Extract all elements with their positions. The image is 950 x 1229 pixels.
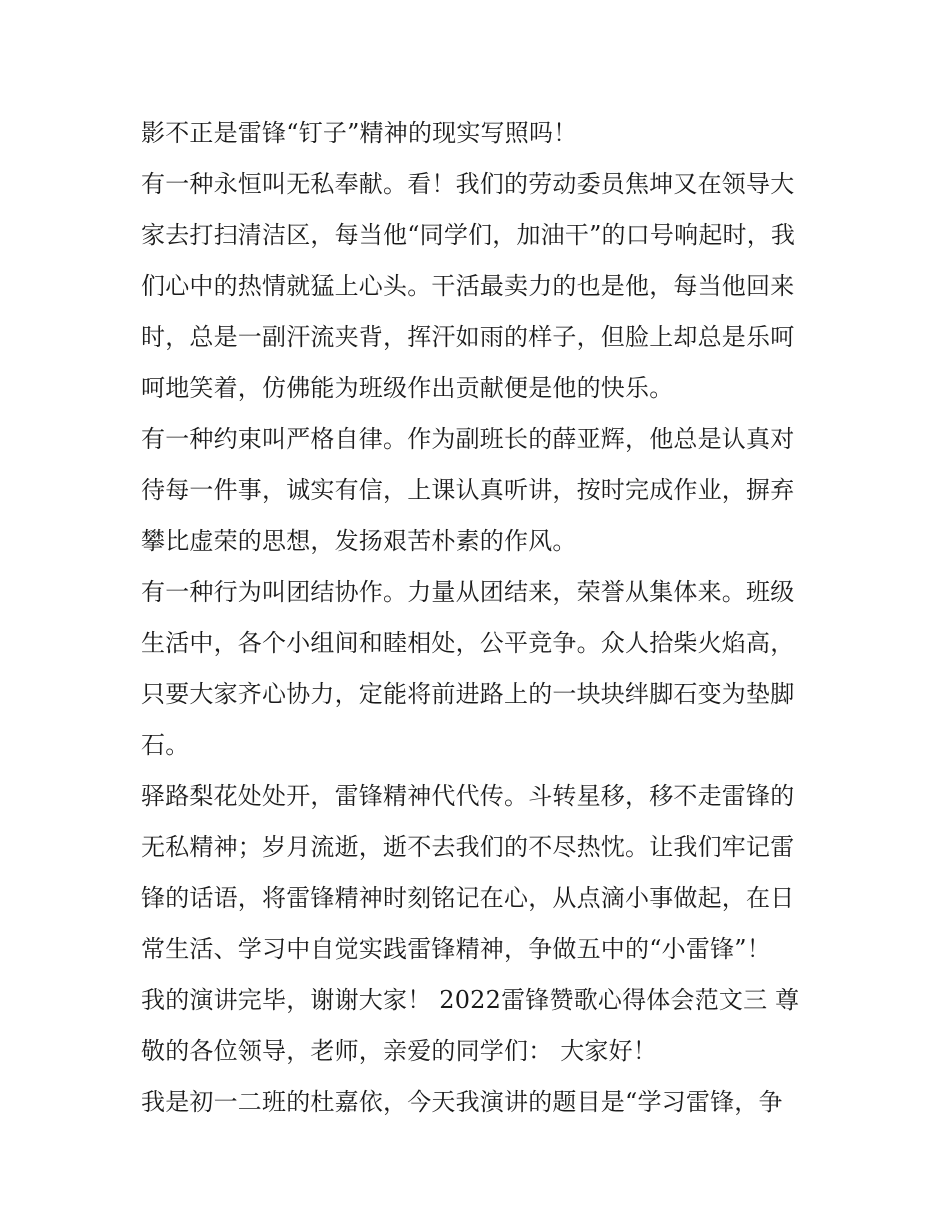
- text-line: 影不正是雷锋“钉子”精神的现实写照吗！: [141, 119, 578, 147]
- text-line: 呵地笑着，仿佛能为班级作出贡献便是他的快乐。: [141, 374, 674, 402]
- text-line: 石。: [141, 731, 190, 759]
- text-line: 生活中，各个小组间和睦相处，公平竞争。众人拾柴火焰高，: [141, 629, 795, 657]
- text-line: 攀比虚荣的思想，发扬艰苦朴素的作风。: [141, 527, 577, 555]
- text-line: 我的演讲完毕，谢谢大家！ 2022雷锋赞歌心得体会范文三 尊: [141, 986, 800, 1014]
- text-line: 们心中的热情就猛上心头。干活最卖力的也是他，每当他回来: [141, 272, 795, 300]
- text-line: 无私精神；岁月流逝，逝不去我们的不尽热忱。让我们牢记雷: [141, 833, 795, 861]
- text-line: 锋的话语，将雷锋精神时刻铭记在心，从点滴小事做起，在日: [141, 884, 795, 912]
- text-line: 有一种约束叫严格自律。作为副班长的薛亚辉，他总是认真对: [141, 425, 795, 453]
- text-line: 有一种行为叫团结协作。力量从团结来，荣誉从集体来。班级: [141, 578, 795, 606]
- text-line: 常生活、学习中自觉实践雷锋精神，争做五中的“小雷锋”！: [141, 935, 771, 963]
- text-line: 只要大家齐心协力，定能将前进路上的一块块绊脚石变为垫脚: [141, 680, 795, 708]
- text-line: 敬的各位领导，老师，亲爱的同学们： 大家好！: [141, 1037, 658, 1065]
- text-line: 待每一件事，诚实有信，上课认真听讲，按时完成作业，摒弃: [141, 476, 795, 504]
- text-line: 时，总是一副汗流夹背，挥汗如雨的样子，但脸上却总是乐呵: [141, 323, 795, 351]
- text-line: 有一种永恒叫无私奉献。看！我们的劳动委员焦坤又在领导大: [141, 170, 795, 198]
- text-line: 我是初一二班的杜嘉依，今天我演讲的题目是“学习雷锋，争: [141, 1088, 783, 1116]
- document-body: [141, 108, 821, 1128]
- text-line: 驿路梨花处处开，雷锋精神代代传。斗转星移，移不走雷锋的: [141, 782, 795, 810]
- text-line: 家去打扫清洁区，每当他“同学们，加油干”的口号响起时，我: [141, 221, 796, 249]
